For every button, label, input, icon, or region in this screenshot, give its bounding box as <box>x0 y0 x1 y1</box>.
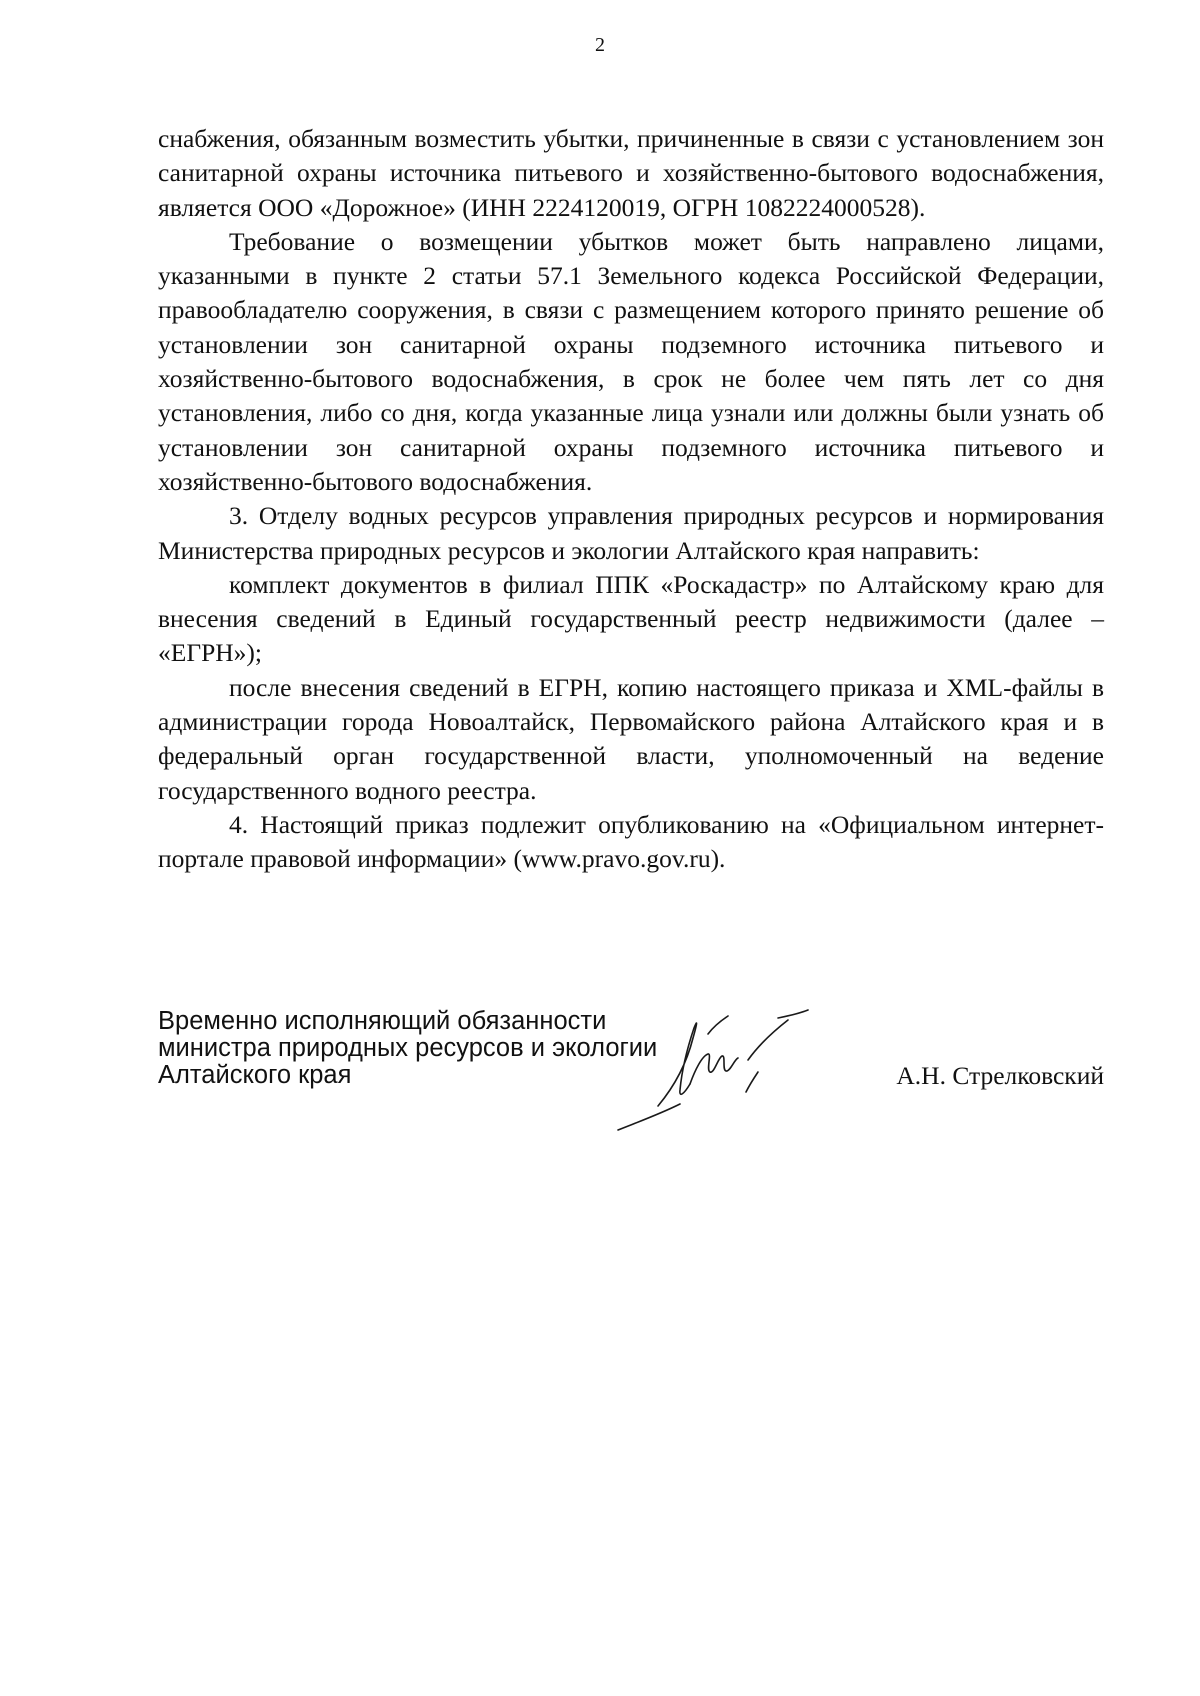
paragraph-continuation: снабжения, обязанным возместить убытки, причиненные в связи с установлением зон санитарной охраны источника питьевого и хозяйственно-бытового водоснабжения, является ООО «Дорожное» (ИНН 2224120019, ОГРН 1082224000528). <box>158 124 1104 222</box>
paragraph-item-4: 4. Настоящий приказ подлежит опубликованию на «Официальном интернет-портале правовой информации» (www.pravo.gov.ru). <box>158 809 1104 874</box>
document-body <box>158 122 1104 877</box>
paragraph-item-3-after-egrn: после внесения сведений в ЕГРН, копию настоящего приказа и XML-файлы в администрации города Новоалтайск, Первомайского района Алтайского края и в федеральный орган государственной власти, уполномоченный на ведение государственного водного реестра. <box>158 672 1104 805</box>
signature-block <box>158 1008 1104 1148</box>
paragraph-damages-claim: Требование о возмещении убытков может быть направлено лицами, указанными в пункте 2 статьи 57.1 Земельного кодекса Российской Федерации, правообладателю сооружения, в связи с размещением которого принято решение об установлении зон санитарной охраны подземного источника питьевого и хозяйственно-бытового водоснабжения, в срок не более чем пять лет со дня установления, либо со дня, когда указанные лица узнали или должны были узнать об установлении зон санитарной охраны подземного источника питьевого и хозяйственно-бытового водоснабжения. <box>158 226 1104 496</box>
page-number: 2 <box>595 34 605 56</box>
paragraph-item-3: 3. Отделу водных ресурсов управления природных ресурсов и нормирования Министерства природных ресурсов и экологии Алтайского края направить: <box>158 501 1104 565</box>
signer-title: Временно исполняющий обязанности министра природных ресурсов и экологии Алтайского края <box>158 1007 658 1089</box>
signer-name: А.Н. Стрелковский <box>896 1061 1104 1090</box>
paragraph-item-3-documents: комплект документов в филиал ППК «Роскадастр» по Алтайскому краю для внесения сведений в Единый государственный реестр недвижимости (далее – «ЕГРН»); <box>158 569 1104 668</box>
handwritten-signature <box>598 998 858 1138</box>
